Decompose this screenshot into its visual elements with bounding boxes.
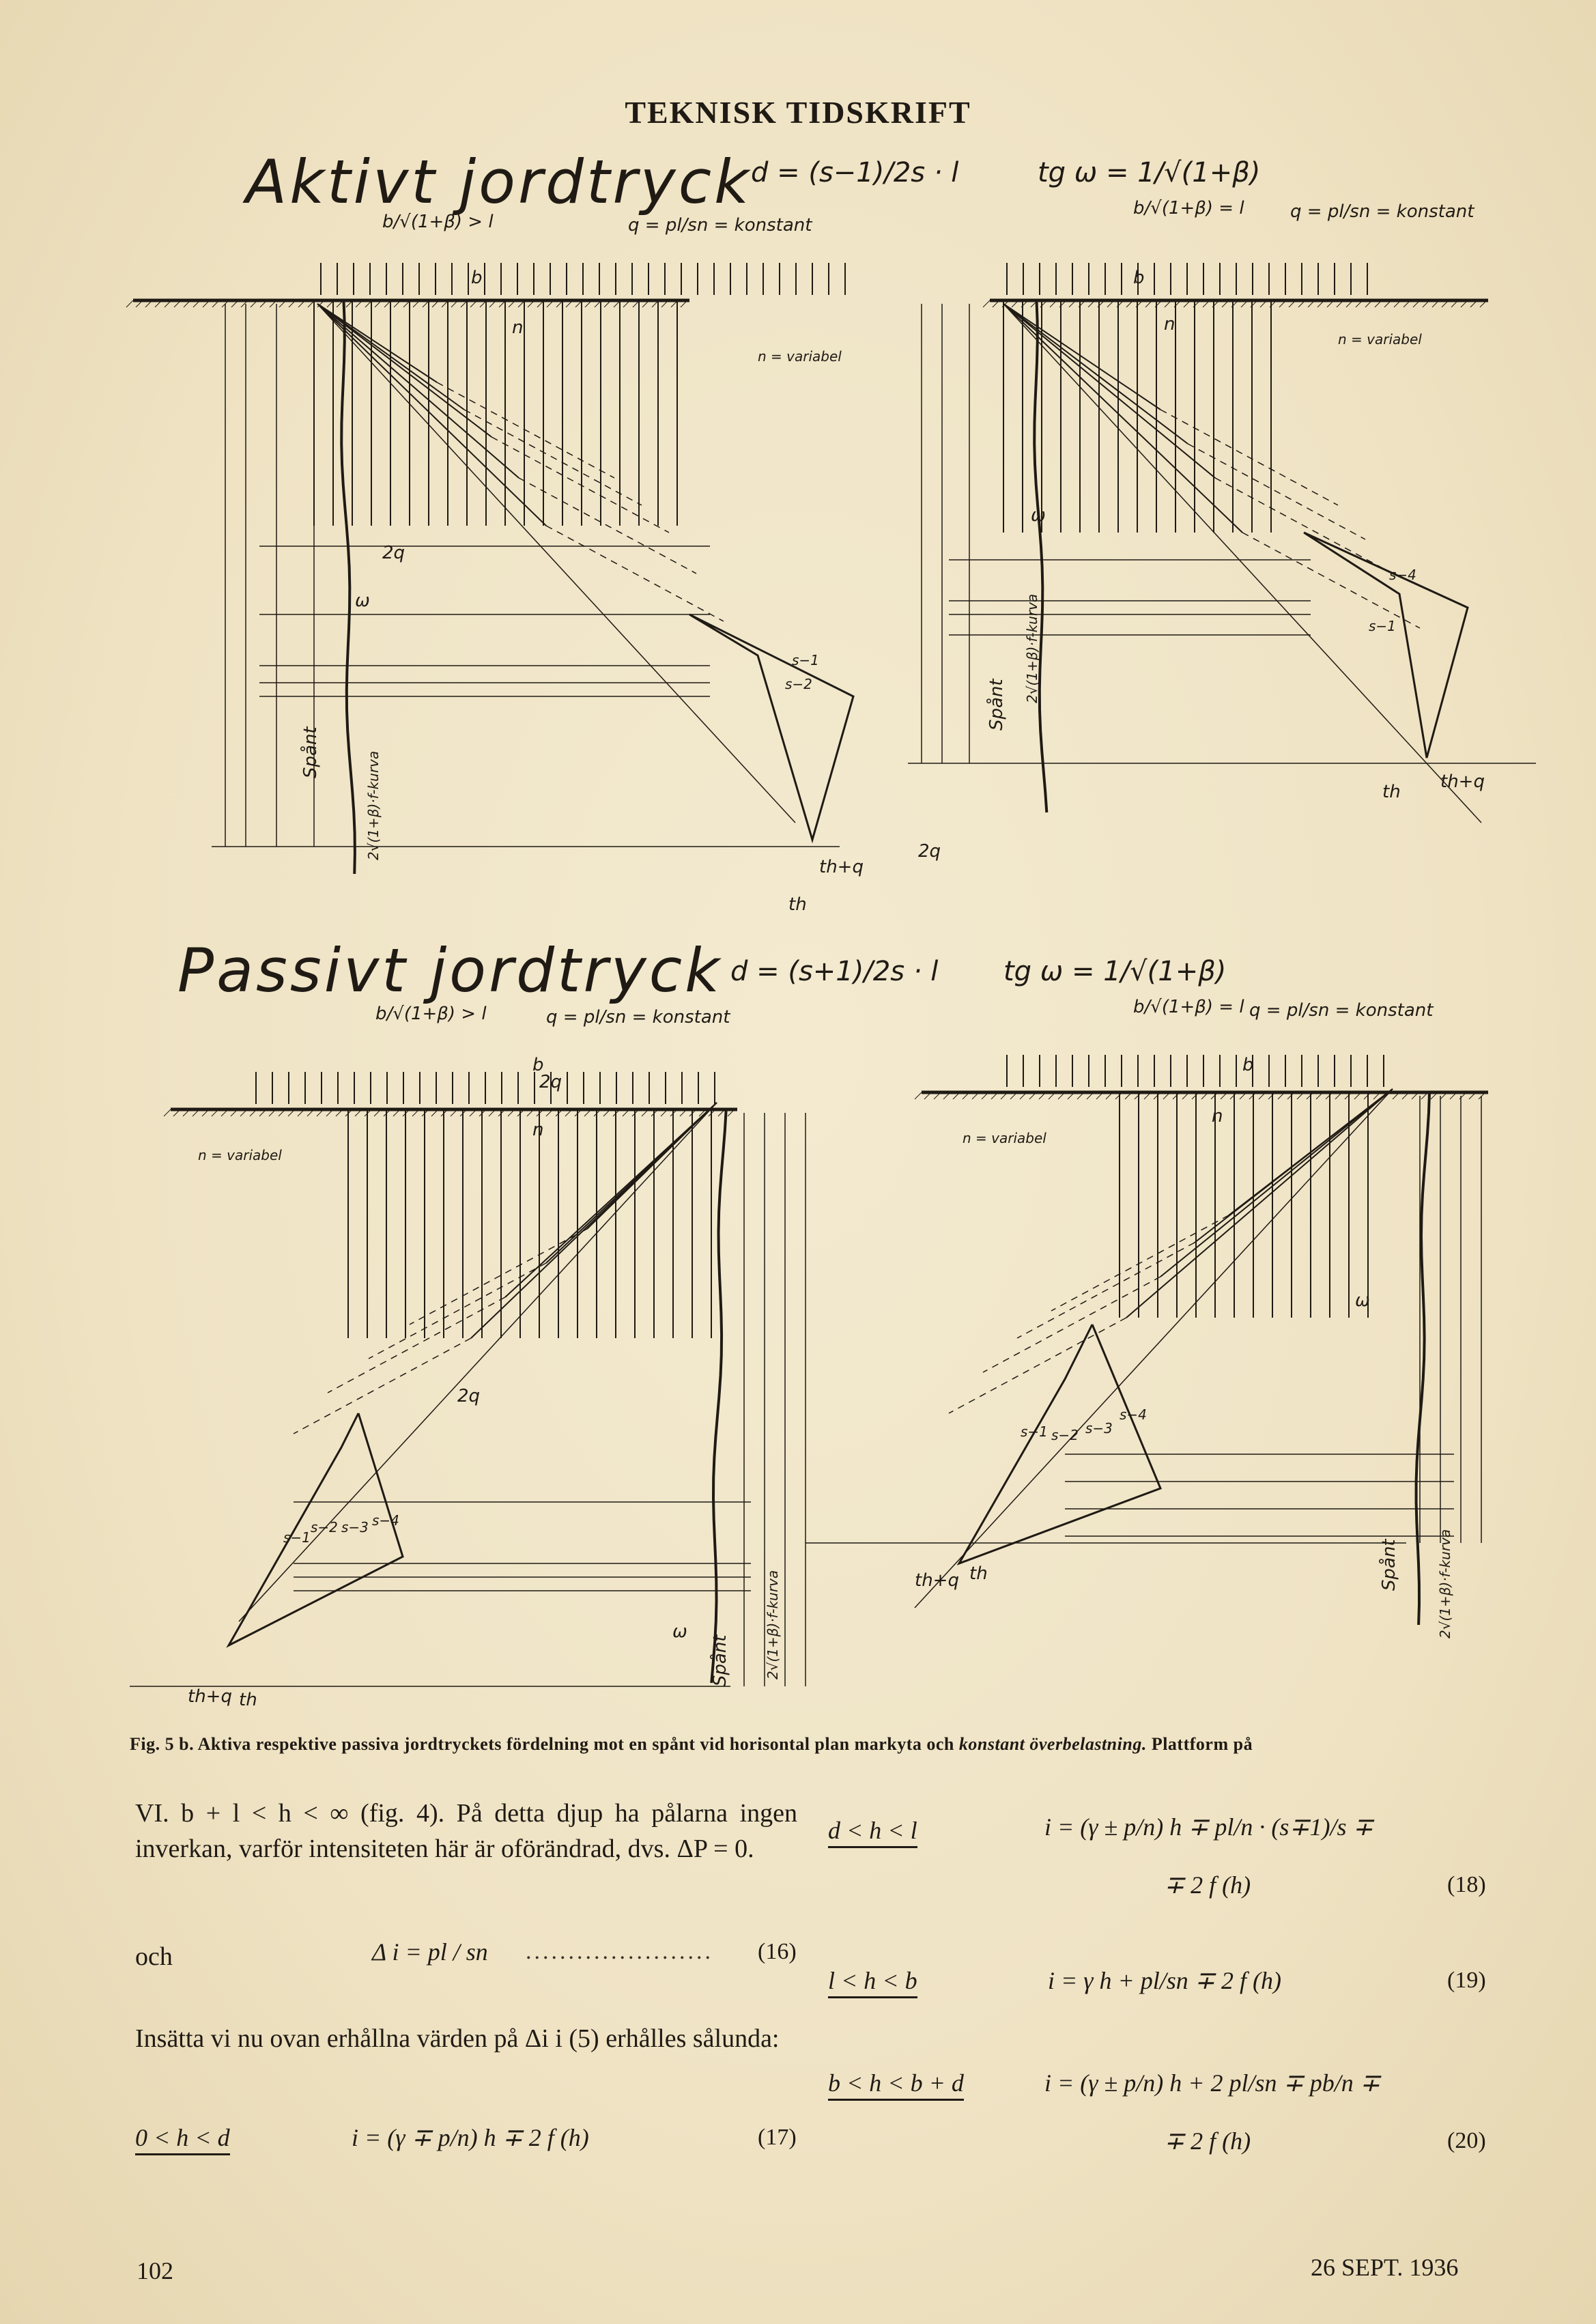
- passiv-title: Passivt jordtryck: [177, 935, 723, 1006]
- page-number: 102: [137, 2257, 173, 2284]
- helper-dashed: [1215, 478, 1393, 573]
- label-th-1: th: [788, 894, 807, 915]
- eq16-dots: ......................: [526, 1939, 713, 1964]
- paragraph-insatta: Insätta vi nu ovan erhållna värden på Δi i (5) erhålles sålunda:: [135, 2024, 780, 2053]
- aktiv-title: Aktivt jordtryck: [246, 147, 752, 217]
- helper-dashed: [328, 1297, 505, 1393]
- passiv-left-cond: b/√(1+β) > l: [375, 1004, 487, 1024]
- aktiv-left-q: q = pl/sn = konstant: [628, 215, 812, 236]
- label-n-2: n: [1164, 314, 1175, 335]
- label-th-3: th: [239, 1690, 257, 1710]
- label-n-variabel-3: n = variabel: [198, 1147, 282, 1163]
- passiv-formula-tg: tg ω = 1/√(1+β): [1003, 956, 1227, 987]
- helper-dashed: [410, 1229, 587, 1324]
- helper-dashed: [464, 410, 642, 505]
- label-2q-3: 2q: [539, 1072, 562, 1092]
- passiv-right-q: q = pl/sn = konstant: [1249, 1000, 1434, 1021]
- force-polygon: [959, 1324, 1160, 1563]
- caption-tail: Plattform på: [1151, 1734, 1253, 1754]
- equation-19: i = γ h + pl/sn ∓ 2 f (h): [1048, 1967, 1281, 1994]
- ground-hatch: [164, 1109, 171, 1116]
- label-s2-1: s−2: [785, 676, 812, 692]
- label-omega-2: ω: [1031, 505, 1046, 526]
- eq20-number: (20): [1447, 2128, 1486, 2153]
- label-omega-1: ω: [355, 591, 370, 611]
- label-omega-4: ω: [672, 1621, 687, 1642]
- condition-19: l < h < b: [828, 1966, 917, 1998]
- equation-20a: i = (γ ± p/n) h + 2 pl/sn ∓ pb/n ∓: [1044, 2069, 1380, 2097]
- equation-17: i = (γ ∓ p/n) h ∓ 2 f (h): [352, 2124, 589, 2151]
- issue-date: 26 SEPT. 1936: [1311, 2254, 1459, 2281]
- label-thq-4: th+q: [915, 1570, 959, 1591]
- label-th-2: th: [1382, 782, 1401, 802]
- label-kurva-4: 2√(1+β)·f-kurva: [1437, 1529, 1453, 1639]
- label-s4-4: s−4: [1120, 1406, 1147, 1423]
- eq17-number: (17): [758, 2125, 797, 2150]
- construction-ray: [1003, 304, 1242, 533]
- helper-dashed: [294, 1338, 471, 1434]
- label-2q-2: 2q: [918, 841, 941, 862]
- label-b-2: b: [1133, 268, 1145, 288]
- equation-20b: ∓ 2 f (h): [1164, 2127, 1251, 2155]
- force-polygon: [229, 1413, 403, 1645]
- equation-18a: i = (γ ± p/n) h ∓ pl/n · (s∓1)/s ∓: [1044, 1813, 1373, 1841]
- label-thq-2: th+q: [1440, 771, 1485, 792]
- ground-hatch: [915, 1092, 922, 1099]
- label-s3-3: s−3: [341, 1519, 369, 1535]
- passiv-right-cond: b/√(1+β) = l: [1133, 997, 1244, 1017]
- long-diagonal: [317, 304, 795, 823]
- helper-dashed: [1242, 533, 1420, 628]
- long-diagonal: [915, 1089, 1393, 1608]
- spant-wall: [1416, 1092, 1429, 1625]
- equation-18b: ∓ 2 f (h): [1164, 1871, 1251, 1899]
- aktiv-formula-d: d = (s−1)/2s · l: [751, 157, 959, 188]
- equation-16: Δ i = pl / sn: [372, 1938, 488, 1966]
- label-2q-4: 2q: [457, 1386, 481, 1406]
- label-n-variabel-4: n = variabel: [963, 1130, 1046, 1146]
- label-s3-4: s−3: [1085, 1420, 1113, 1436]
- label-kurva-2: 2√(1+β)·f-kurva: [1024, 593, 1040, 703]
- label-s1-2: s−1: [1369, 618, 1396, 634]
- label-kurva-3: 2√(1+β)·f-kurva: [765, 1570, 781, 1680]
- construction-ray: [1003, 304, 1188, 444]
- paragraph-vi: VI. b + l < h < ∞ (fig. 4). På detta djup ha pålarna ingen inverkan, varför intensiteten här är oförändrad, dvs. ΔP = 0.: [135, 1799, 797, 1863]
- label-s1-3: s−1: [283, 1529, 311, 1546]
- aktiv-right-q: q = pl/sn = konstant: [1290, 201, 1474, 222]
- condition-20: b < h < b + d: [828, 2069, 964, 2101]
- label-s2-3: s−2: [311, 1519, 338, 1535]
- och-text: och: [135, 1942, 173, 1971]
- label-s1-1: s−1: [792, 652, 819, 668]
- ground-hatch: [126, 300, 133, 307]
- force-polygon: [1304, 533, 1468, 758]
- label-b-3: b: [532, 1055, 544, 1075]
- label-spant-1: Spånt: [300, 726, 321, 778]
- label-s4-3: s−4: [372, 1512, 399, 1529]
- label-s1-4: s−1: [1021, 1423, 1048, 1440]
- construction-ray: [1126, 1089, 1393, 1318]
- journal-title: TEKNISK TIDSKRIFT: [625, 95, 971, 130]
- helper-dashed: [1017, 1243, 1195, 1338]
- label-spant-4: Spånt: [1379, 1539, 1399, 1591]
- passiv-left-q: q = pl/sn = konstant: [546, 1007, 730, 1028]
- spant-wall: [711, 1109, 726, 1683]
- aktiv-right-cond: b/√(1+β) = l: [1133, 198, 1244, 218]
- eq19-number: (19): [1447, 1968, 1486, 1993]
- construction-ray: [587, 1103, 717, 1229]
- aktiv-formula-tg: tg ω = 1/√(1+β): [1038, 157, 1261, 188]
- label-omega-3: ω: [1355, 1290, 1370, 1311]
- label-s4-2: s−4: [1389, 567, 1416, 583]
- label-n-variabel-1: n = variabel: [758, 348, 842, 365]
- caption-italic: konstant överbelastning.: [958, 1734, 1147, 1754]
- label-thq-1: th+q: [819, 857, 864, 877]
- label-th-4: th: [969, 1563, 988, 1584]
- helper-dashed: [546, 526, 724, 621]
- long-diagonal: [1003, 304, 1481, 823]
- helper-dashed: [491, 437, 669, 533]
- label-spant-3: Spånt: [710, 1634, 730, 1686]
- helper-dashed: [1160, 410, 1338, 505]
- label-n-4: n: [1212, 1106, 1223, 1126]
- helper-dashed: [949, 1318, 1126, 1413]
- passiv-formula-d: d = (s+1)/2s · l: [730, 956, 939, 987]
- eq16-number: (16): [758, 1939, 797, 1964]
- ground-hatch: [983, 300, 990, 307]
- force-polygon: [689, 614, 853, 840]
- label-n-1: n: [512, 317, 524, 338]
- condition-17: 0 < h < d: [135, 2123, 230, 2155]
- construction-ray: [317, 304, 519, 478]
- label-s2-4: s−2: [1051, 1427, 1079, 1443]
- label-b-4: b: [1242, 1055, 1254, 1075]
- label-thq-3: th+q: [188, 1686, 232, 1707]
- aktiv-left-cond: b/√(1+β) > l: [382, 212, 494, 232]
- helper-dashed: [983, 1277, 1160, 1372]
- caption-text: Aktiva respektive passiva jordtryckets fördelning mot en spånt vid horisontal plan markyta och: [197, 1734, 954, 1754]
- label-n-variabel-2: n = variabel: [1338, 331, 1422, 348]
- label-kurva-1: 2√(1+β)·f-kurva: [365, 750, 382, 860]
- condition-18: d < h < l: [828, 1816, 917, 1848]
- spant-wall: [1034, 300, 1046, 812]
- label-2q-1: 2q: [382, 543, 405, 563]
- caption-fig: Fig. 5 b.: [130, 1734, 195, 1754]
- label-n-3: n: [532, 1120, 544, 1140]
- construction-ray: [317, 304, 437, 382]
- label-b-1: b: [471, 268, 483, 288]
- eq18-number: (18): [1447, 1872, 1486, 1897]
- label-spant-2: Spånt: [986, 679, 1007, 731]
- figure-caption: [130, 1734, 1488, 1755]
- long-diagonal: [239, 1103, 717, 1621]
